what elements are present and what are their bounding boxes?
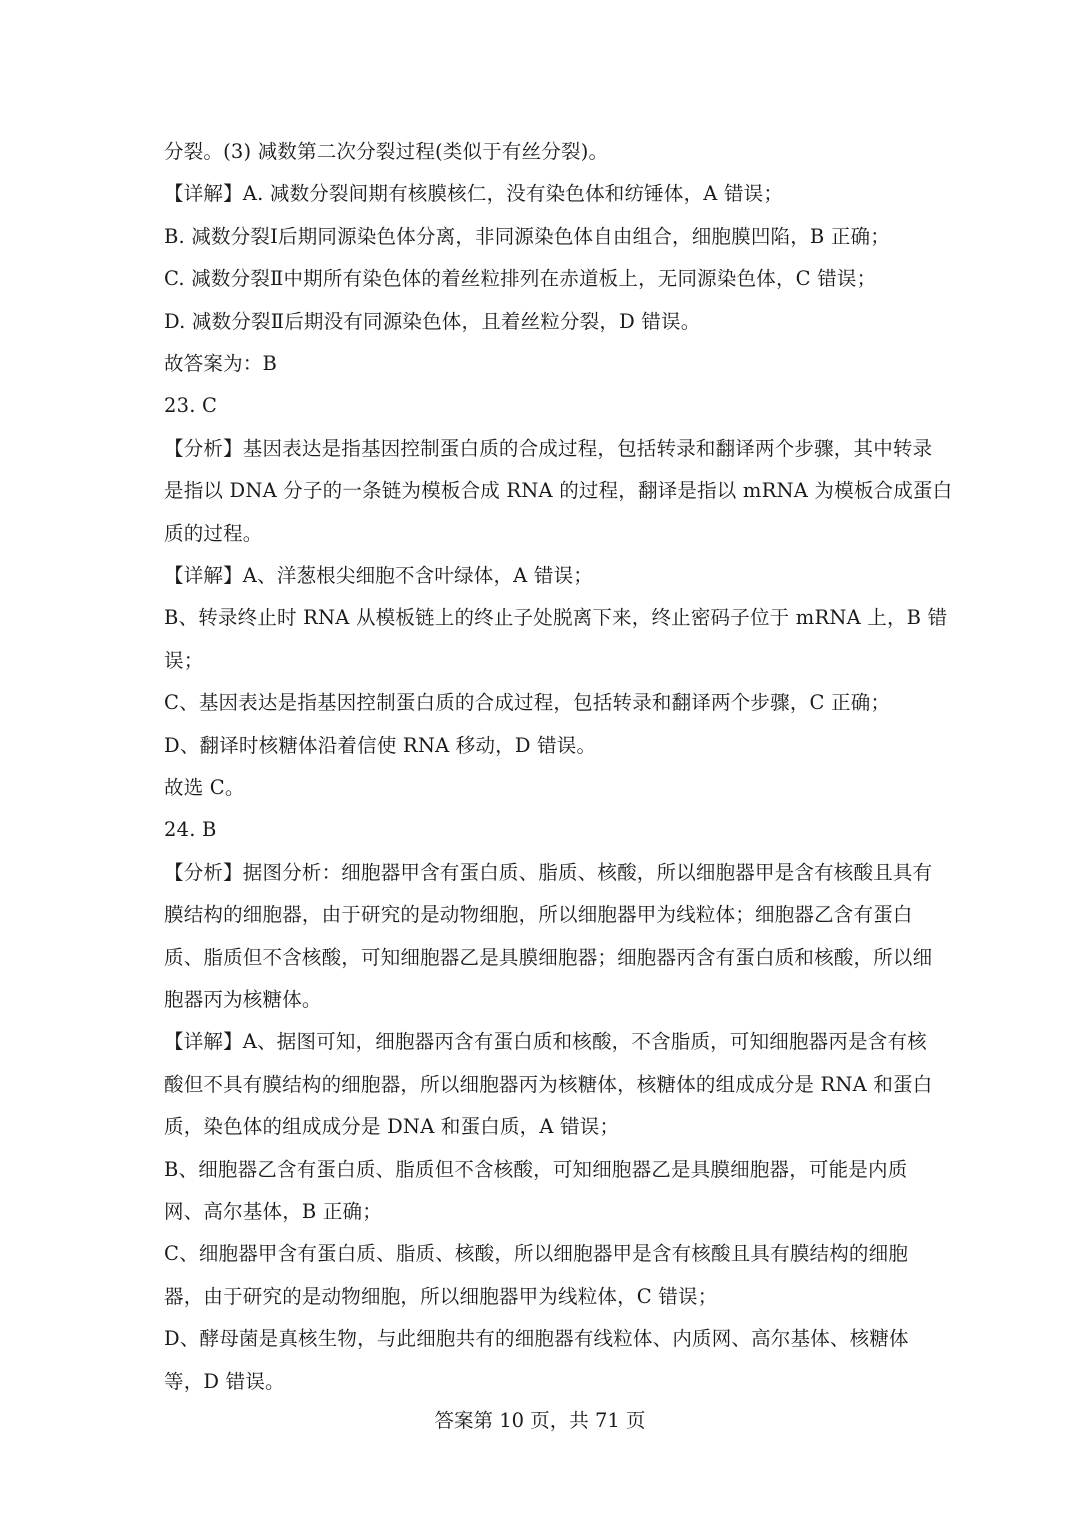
question-number: 24. B bbox=[164, 818, 217, 841]
text-line: 故答案为：B bbox=[164, 352, 278, 375]
text-line: D、酵母菌是真核生物，与此细胞共有的细胞器有线粒体、内质网、高尔基体、核糖体 bbox=[164, 1327, 909, 1350]
text-line: D、翻译时核糖体沿着信使 RNA 移动，D 错误。 bbox=[164, 734, 597, 757]
text-line: 故选 C。 bbox=[164, 776, 245, 799]
text-line: 误； bbox=[164, 649, 204, 672]
text-line: C、细胞器甲含有蛋白质、脂质、核酸，所以细胞器甲是含有核酸且具有膜结构的细胞 bbox=[164, 1242, 909, 1265]
text-line: 胞器丙为核糖体。 bbox=[164, 988, 322, 1011]
text-line: 【分析】基因表达是指基因控制蛋白质的合成过程，包括转录和翻译两个步骤，其中转录 bbox=[164, 437, 933, 460]
text-line: C、基因表达是指基因控制蛋白质的合成过程，包括转录和翻译两个步骤，C 正确； bbox=[164, 691, 891, 714]
text-line: C. 减数分裂Ⅱ中期所有染色体的着丝粒排列在赤道板上，无同源染色体，C 错误； bbox=[164, 267, 877, 290]
text-line: 【分析】据图分析：细胞器甲含有蛋白质、脂质、核酸，所以细胞器甲是含有核酸且具有 bbox=[164, 861, 933, 884]
text-line: 【详解】A. 减数分裂间期有核膜核仁，没有染色体和纺锤体，A 错误； bbox=[164, 182, 784, 205]
text-line: 膜结构的细胞器，由于研究的是动物细胞，所以细胞器甲为线粒体；细胞器乙含有蛋白 bbox=[164, 903, 913, 926]
text-line: 质，染色体的组成成分是 DNA 和蛋白质，A 错误； bbox=[164, 1115, 620, 1138]
page-footer: 答案第 10 页，共 71 页 bbox=[434, 1409, 646, 1432]
text-line: D. 减数分裂Ⅱ后期没有同源染色体，且着丝粒分裂，D 错误。 bbox=[164, 310, 701, 333]
text-line: 【详解】A、洋葱根尖细胞不含叶绿体，A 错误； bbox=[164, 564, 593, 587]
text-line: B、细胞器乙含有蛋白质、脂质但不含核酸，可知细胞器乙是具膜细胞器，可能是内质 bbox=[164, 1158, 908, 1181]
text-line: 酸但不具有膜结构的细胞器，所以细胞器丙为核糖体，核糖体的组成成分是 RNA 和蛋白 bbox=[164, 1073, 933, 1096]
text-line: B、转录终止时 RNA 从模板链上的终止子处脱离下来，终止密码子位于 mRNA 上，B 错 bbox=[164, 606, 948, 629]
text-line: 【详解】A、据图可知，细胞器丙含有蛋白质和核酸，不含脂质，可知细胞器丙是含有核 bbox=[164, 1030, 927, 1053]
text-line: 器，由于研究的是动物细胞，所以细胞器甲为线粒体，C 错误； bbox=[164, 1285, 718, 1308]
text-line: B. 减数分裂Ⅰ后期同源染色体分离，非同源染色体自由组合，细胞膜凹陷，B 正确； bbox=[164, 225, 890, 248]
text-line: 质的过程。 bbox=[164, 522, 263, 545]
text-line: 等，D 错误。 bbox=[164, 1370, 285, 1393]
text-line: 分裂。(3) 减数第二次分裂过程(类似于有丝分裂)。 bbox=[164, 140, 609, 163]
text-line: 网、高尔基体，B 正确； bbox=[164, 1200, 382, 1223]
question-number: 23. C bbox=[164, 394, 218, 417]
text-line: 是指以 DNA 分子的一条链为模板合成 RNA 的过程，翻译是指以 mRNA 为模板合成蛋白 bbox=[164, 479, 953, 502]
text-line: 质、脂质但不含核酸，可知细胞器乙是具膜细胞器；细胞器丙含有蛋白质和核酸，所以细 bbox=[164, 946, 933, 969]
